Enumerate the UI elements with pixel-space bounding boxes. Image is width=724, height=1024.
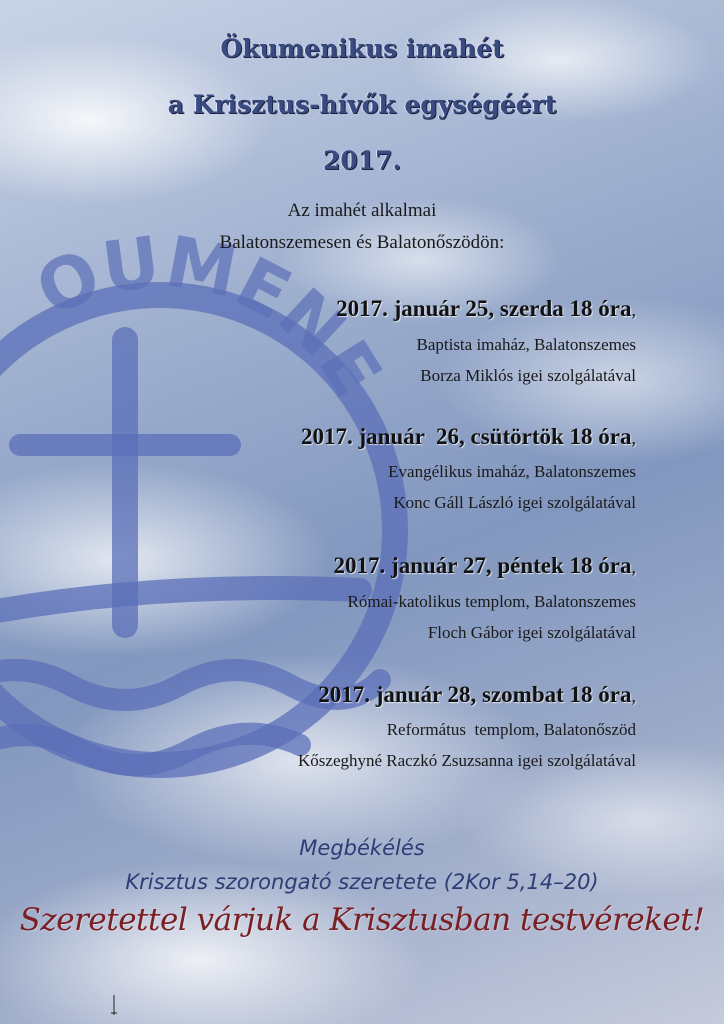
event-3-comma: , <box>631 557 636 577</box>
event-3-preacher: Floch Gábor igei szolgálatával <box>427 623 636 642</box>
event-4-preacher: Kőszeghyné Raczkó Zsuzsanna igei szolgálatával <box>298 751 636 770</box>
event-2-date: 2017. január 26, csütörtök 18 óra, <box>300 424 636 449</box>
event-1-preacher: Borza Miklós igei szolgálatával <box>420 366 636 385</box>
event-2-place: Evangélikus imaház, Balatonszemes <box>388 462 636 481</box>
event-4-place: Református templom, Balatonőszöd <box>386 720 636 739</box>
event-4-date: 2017. január 28, szombat 18 óra, <box>318 682 636 707</box>
event-4-comma: , <box>631 686 636 706</box>
small-mark-icon <box>110 995 118 1017</box>
event-3-place: Római-katolikus templom, Balatonszemes <box>347 592 636 611</box>
title-line-1: Ökumenikus imahét <box>220 34 504 63</box>
welcome-message: Szeretettel várjuk a Krisztusban testvéreket! <box>19 902 705 938</box>
intro-line-2: Balatonszemesen és Balatonőszödön: <box>219 232 505 253</box>
title-line-2: a Krisztus-hívők egységéért <box>167 90 557 119</box>
event-3-date: 2017. január 27, péntek 18 óra, <box>333 553 636 578</box>
title-year: 2017. <box>322 146 402 175</box>
event-2-comma: , <box>631 428 636 448</box>
motto-verse: Krisztus szorongató szeretete (2Kor 5,14–20) <box>125 870 599 894</box>
motto-title: Megbékélés <box>299 836 425 860</box>
intro-line-1: Az imahét alkalmai <box>287 200 437 221</box>
event-1-date: 2017. január 25, szerda 18 óra, <box>336 296 636 321</box>
event-1-place: Baptista imaház, Balatonszemes <box>416 335 636 354</box>
event-2-preacher: Konc Gáll László igei szolgálatával <box>393 493 636 512</box>
emblem-text: OUMENE <box>24 230 398 411</box>
event-1-comma: , <box>631 300 636 320</box>
